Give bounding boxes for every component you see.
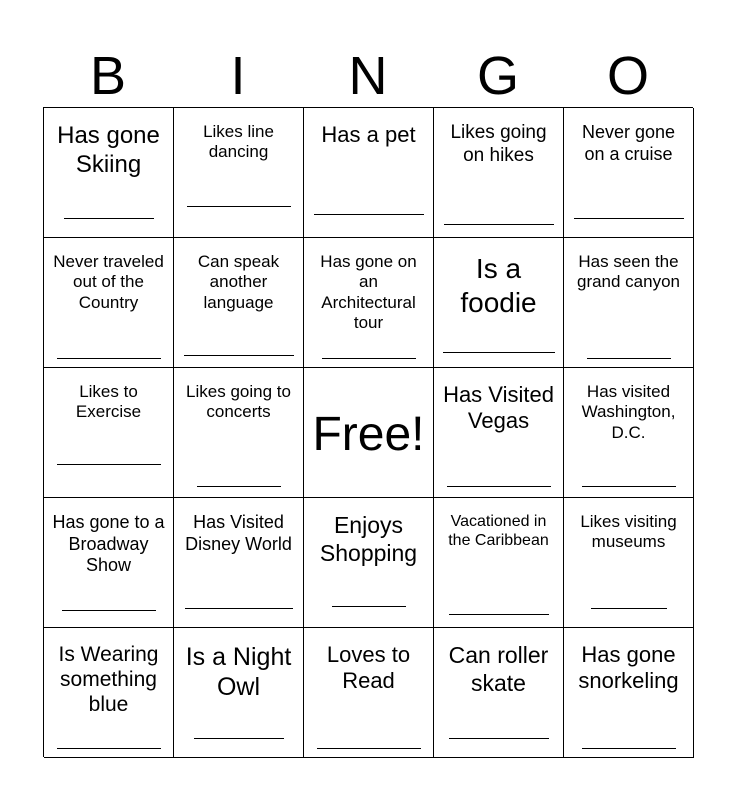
- cell-text: Has Visited Vegas: [443, 382, 554, 434]
- signature-line: [449, 614, 549, 615]
- bingo-cell[interactable]: [44, 238, 174, 368]
- bingo-cell[interactable]: [434, 498, 564, 628]
- bingo-cell[interactable]: [44, 108, 174, 238]
- signature-line: [443, 352, 555, 353]
- cell-text: Likes going on hikes: [450, 122, 547, 166]
- header-letter-o: O: [606, 46, 649, 106]
- bingo-cell[interactable]: [564, 368, 694, 498]
- bingo-cell[interactable]: [174, 108, 304, 238]
- bingo-cell[interactable]: [174, 498, 304, 628]
- cell-text: Loves to Read: [326, 642, 411, 694]
- bingo-cell[interactable]: [304, 108, 434, 238]
- cell-text: Likes visiting museums: [580, 512, 677, 552]
- signature-line: [574, 218, 684, 219]
- signature-line: [57, 748, 161, 749]
- bingo-cell[interactable]: [564, 498, 694, 628]
- cell-text: Enjoys Shopping: [319, 512, 418, 566]
- signature-line: [314, 214, 424, 215]
- cell-text: Likes line dancing: [203, 122, 274, 162]
- signature-line: [332, 606, 406, 607]
- bingo-cell-free[interactable]: [304, 368, 434, 498]
- header-letter-i: I: [230, 46, 246, 106]
- signature-line: [57, 358, 161, 359]
- cell-text: Has gone snorkeling: [578, 642, 679, 694]
- bingo-cell[interactable]: [44, 498, 174, 628]
- signature-line: [447, 486, 551, 487]
- bingo-cell[interactable]: [564, 238, 694, 368]
- signature-line: [582, 486, 676, 487]
- header-letter-b: B: [89, 46, 127, 106]
- signature-line: [317, 748, 421, 749]
- bingo-cell[interactable]: [304, 628, 434, 758]
- cell-text: Is Wearing something blue: [58, 643, 159, 717]
- bingo-cell[interactable]: [434, 238, 564, 368]
- bingo-cell[interactable]: [564, 628, 694, 758]
- cell-text: Likes to Exercise: [75, 382, 142, 422]
- signature-line: [582, 748, 676, 749]
- free-space-text: Free!: [312, 408, 425, 461]
- cell-text: Is a foodie: [460, 253, 537, 318]
- bingo-cell[interactable]: [304, 238, 434, 368]
- bingo-cell[interactable]: [44, 628, 174, 758]
- cell-text: Never traveled out of the Country: [53, 252, 164, 312]
- signature-line: [184, 355, 294, 356]
- signature-line: [444, 224, 554, 225]
- signature-line: [322, 358, 416, 359]
- bingo-cell[interactable]: [174, 238, 304, 368]
- cell-text: Is a Night Owl: [185, 643, 292, 701]
- bingo-cell[interactable]: [44, 368, 174, 498]
- cell-text: Likes going to concerts: [186, 382, 291, 422]
- cell-text: Has visited Washington, D.C.: [581, 382, 676, 442]
- header-letter-n: N: [348, 46, 388, 106]
- header-letter-g: G: [476, 46, 519, 106]
- bingo-grid: [43, 107, 693, 757]
- bingo-cell[interactable]: [434, 108, 564, 238]
- bingo-cell[interactable]: [434, 628, 564, 758]
- bingo-header: [43, 44, 693, 108]
- signature-line: [57, 464, 161, 465]
- signature-line: [187, 206, 291, 207]
- cell-text: Never gone on a cruise: [581, 122, 676, 164]
- cell-text: Vacationed in the Caribbean: [448, 513, 549, 550]
- cell-text: Has gone Skiing: [57, 122, 160, 178]
- signature-line: [587, 358, 671, 359]
- signature-line: [449, 738, 549, 739]
- cell-text: Has Visited Disney World: [185, 512, 292, 554]
- cell-text: Has a pet: [321, 122, 416, 147]
- bingo-cell[interactable]: [174, 628, 304, 758]
- cell-text: Can speak another language: [197, 252, 280, 312]
- signature-line: [185, 608, 293, 609]
- cell-text: Has seen the grand canyon: [576, 252, 681, 292]
- cell-text: Has gone to a Broadway Show: [52, 512, 165, 576]
- bingo-cell[interactable]: [564, 108, 694, 238]
- signature-line: [64, 218, 154, 219]
- signature-line: [591, 608, 667, 609]
- bingo-cell[interactable]: [434, 368, 564, 498]
- signature-line: [62, 610, 156, 611]
- signature-line: [194, 738, 284, 739]
- cell-text: Has gone on an Architectural tour: [320, 252, 417, 333]
- bingo-cell[interactable]: [174, 368, 304, 498]
- signature-line: [197, 486, 281, 487]
- cell-text: Can roller skate: [448, 642, 549, 696]
- bingo-cell[interactable]: [304, 498, 434, 628]
